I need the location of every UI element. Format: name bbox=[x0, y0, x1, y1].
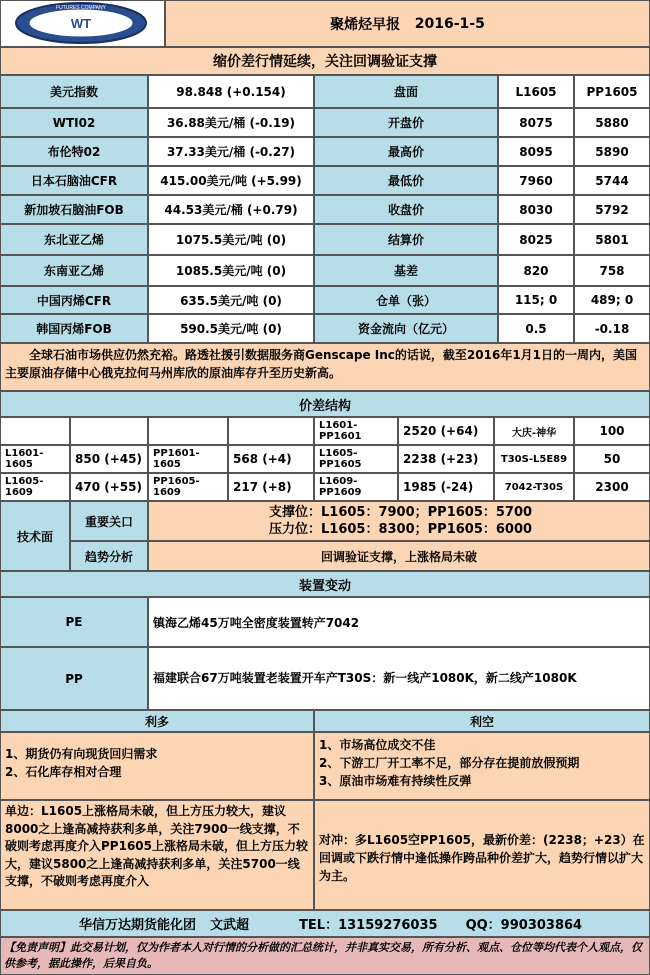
headline: 缩价差行情延续，关注回调验证支撑 bbox=[0, 47, 650, 75]
panel-l-value: 7960 bbox=[498, 166, 574, 195]
market-value: 44.53美元/桶 (+0.79) bbox=[148, 195, 314, 224]
panel-pp-value: 5890 bbox=[574, 137, 650, 166]
spread-label: T30S-L5E89 bbox=[494, 445, 574, 473]
panel-pp-value: 5880 bbox=[574, 108, 650, 137]
panel-l-value: 8095 bbox=[498, 137, 574, 166]
panel-row-label: 结算价 bbox=[314, 224, 498, 255]
spread-cell bbox=[70, 417, 148, 445]
spread-value: 568 (+4) bbox=[228, 445, 314, 473]
spread-value: 850 (+45) bbox=[70, 445, 148, 473]
spread-value: 470 (+55) bbox=[70, 473, 148, 501]
market-value: 1085.5美元/吨 (0) bbox=[148, 255, 314, 286]
panel-pp-value: 489; 0 bbox=[574, 286, 650, 314]
panel-pp-value: 5744 bbox=[574, 166, 650, 195]
panel-pp-value: -0.18 bbox=[574, 314, 650, 343]
tech-label: 技术面 bbox=[0, 501, 70, 571]
title-text: 聚烯烃早报 bbox=[330, 16, 401, 33]
hedge-strategy: 对冲：多L1605空PP1605，最新价差：(2238；+23）在回调或下跌行情中逢低操作跨品种价差扩大，趋势行情以扩大为主。 bbox=[314, 800, 650, 910]
bear-item: 1、市场高位成交不佳 bbox=[319, 738, 436, 752]
spread-value: 2300 bbox=[574, 473, 650, 501]
pe-text: 镇海乙烯45万吨全密度装置转产7042 bbox=[148, 597, 650, 647]
spread-value: 2520 (+64) bbox=[398, 417, 494, 445]
panel-l-value: 8075 bbox=[498, 108, 574, 137]
market-value: 37.33美元/桶 (-0.27) bbox=[148, 137, 314, 166]
spread-label: PP1601-1605 bbox=[148, 445, 228, 473]
panel-header-label: 盘面 bbox=[314, 75, 498, 108]
contact-qq: QQ：990303864 bbox=[465, 918, 583, 933]
logo-mark: WT bbox=[70, 16, 92, 31]
market-name: 东北亚乙烯 bbox=[0, 224, 148, 255]
bear-list bbox=[314, 732, 650, 800]
market-name: 韩国丙烯FOB bbox=[0, 314, 148, 343]
panel-row-label: 开盘价 bbox=[314, 108, 498, 137]
bull-item: 1、期货仍有向现货回归需求 bbox=[5, 747, 158, 761]
bull-title: 利多 bbox=[0, 710, 314, 732]
panel-row-label: 仓单（张） bbox=[314, 286, 498, 314]
market-value: 98.848 (+0.154) bbox=[148, 75, 314, 108]
panel-header-l: L1605 bbox=[498, 75, 574, 108]
spread-title: 价差结构 bbox=[0, 391, 650, 417]
support-level: 支撑位：L1605：7900；PP1605：5700 bbox=[269, 505, 533, 520]
report-title bbox=[165, 0, 650, 47]
spread-value: 100 bbox=[574, 417, 650, 445]
panel-l-value: 8030 bbox=[498, 195, 574, 224]
panel-l-value: 820 bbox=[498, 255, 574, 286]
panel-row-label: 基差 bbox=[314, 255, 498, 286]
spread-value: 50 bbox=[574, 445, 650, 473]
title-date: 2016-1-5 bbox=[414, 15, 485, 32]
market-value: 36.88美元/桶 (-0.19) bbox=[148, 108, 314, 137]
bull-item: 2、石化库存相对合理 bbox=[5, 765, 122, 779]
disclaimer: 【免责声明】此交易计划，仅为作者本人对行情的分析做的汇总统计，并非真实交易，所有分析、观点、仓位等均代表个人观点，仅供参考，据此操作，后果自负。 bbox=[0, 937, 650, 975]
spread-cell bbox=[228, 417, 314, 445]
spread-label: 大庆-神华 bbox=[494, 417, 574, 445]
panel-pp-value: 5801 bbox=[574, 224, 650, 255]
panel-header-pp: PP1605 bbox=[574, 75, 650, 108]
bear-item: 3、原油市场难有持续性反弹 bbox=[319, 774, 472, 788]
bull-list bbox=[0, 732, 314, 800]
single-strategy: 单边：L1605上涨格局未破，但上方压力较大，建议8000之上逢高减持获利多单，关注7900一线支撑，不破则考虑再度介入PP1605上涨格局未破，但上方压力较大，建议5800之上逢高减持获利多单，关注5700一线支撑，不破则考虑再度介入 bbox=[0, 800, 314, 910]
panel-pp-value: 5792 bbox=[574, 195, 650, 224]
market-value: 635.5美元/吨 (0) bbox=[148, 286, 314, 314]
spread-label: L1609-PP1609 bbox=[314, 473, 398, 501]
spread-label: L1605-PP1605 bbox=[314, 445, 398, 473]
bear-item: 2、下游工厂开工率不足，部分存在提前放假预期 bbox=[319, 756, 580, 770]
logo-emblem bbox=[1, 1, 164, 46]
market-value: 1075.5美元/吨 (0) bbox=[148, 224, 314, 255]
spread-cell bbox=[0, 417, 70, 445]
panel-row-label: 资金流向（亿元） bbox=[314, 314, 498, 343]
spread-label: 7042-T30S bbox=[494, 473, 574, 501]
spread-label: L1601-1605 bbox=[0, 445, 70, 473]
spread-value: 2238 (+23) bbox=[398, 445, 494, 473]
spread-value: 1985 (-24) bbox=[398, 473, 494, 501]
key-level-label: 重要关口 bbox=[70, 501, 148, 541]
panel-pp-value: 758 bbox=[574, 255, 650, 286]
contact-tel: TEL：13159276035 bbox=[299, 918, 438, 933]
key-levels bbox=[148, 501, 650, 541]
trend-label: 趋势分析 bbox=[70, 541, 148, 571]
market-name: 日本石脑油CFR bbox=[0, 166, 148, 195]
market-value: 415.00美元/吨 (+5.99) bbox=[148, 166, 314, 195]
panel-l-value: 8025 bbox=[498, 224, 574, 255]
spread-value: 217 (+8) bbox=[228, 473, 314, 501]
spread-label: L1605-1609 bbox=[0, 473, 70, 501]
pp-text: 福建联合67万吨装置老装置开车产T30S：新一线产1080K，新二线产1080K bbox=[148, 647, 650, 710]
market-name: 美元指数 bbox=[0, 75, 148, 108]
spread-label: L1601-PP1601 bbox=[314, 417, 398, 445]
contact-company: 华信万达期货能化团 bbox=[79, 918, 197, 933]
news-paragraph: 全球石油市场供应仍然充裕。路透社援引数据服务商Genscape Inc的话说，截至2016年1月1日的一周内，美国主要原油存储中心俄克拉何马州库欣的原油库存升至历史新高。 bbox=[0, 343, 650, 391]
spread-cell bbox=[148, 417, 228, 445]
panel-row-label: 最低价 bbox=[314, 166, 498, 195]
market-name: 新加坡石脑油FOB bbox=[0, 195, 148, 224]
pe-label: PE bbox=[0, 597, 148, 647]
panel-l-value: 115; 0 bbox=[498, 286, 574, 314]
bear-title: 利空 bbox=[314, 710, 650, 732]
trend-text: 回调验证支撑，上涨格局未破 bbox=[148, 541, 650, 571]
panel-row-label: 最高价 bbox=[314, 137, 498, 166]
market-name: 中国丙烯CFR bbox=[0, 286, 148, 314]
contact-name: 文武超 bbox=[210, 918, 250, 933]
market-value: 590.5美元/吨 (0) bbox=[148, 314, 314, 343]
spread-label: PP1605-1609 bbox=[148, 473, 228, 501]
panel-l-value: 0.5 bbox=[498, 314, 574, 343]
device-title: 装置变动 bbox=[0, 571, 650, 597]
contact-bar bbox=[0, 910, 650, 937]
market-name: 布伦特02 bbox=[0, 137, 148, 166]
resistance-level: 压力位：L1605：8300；PP1605：6000 bbox=[269, 522, 533, 537]
logo-ring-text: FUTURES COMPANY bbox=[56, 5, 106, 11]
panel-row-label: 收盘价 bbox=[314, 195, 498, 224]
market-name: WTI02 bbox=[0, 108, 148, 137]
company-logo bbox=[0, 0, 165, 47]
market-name: 东南亚乙烯 bbox=[0, 255, 148, 286]
pp-label: PP bbox=[0, 647, 148, 710]
